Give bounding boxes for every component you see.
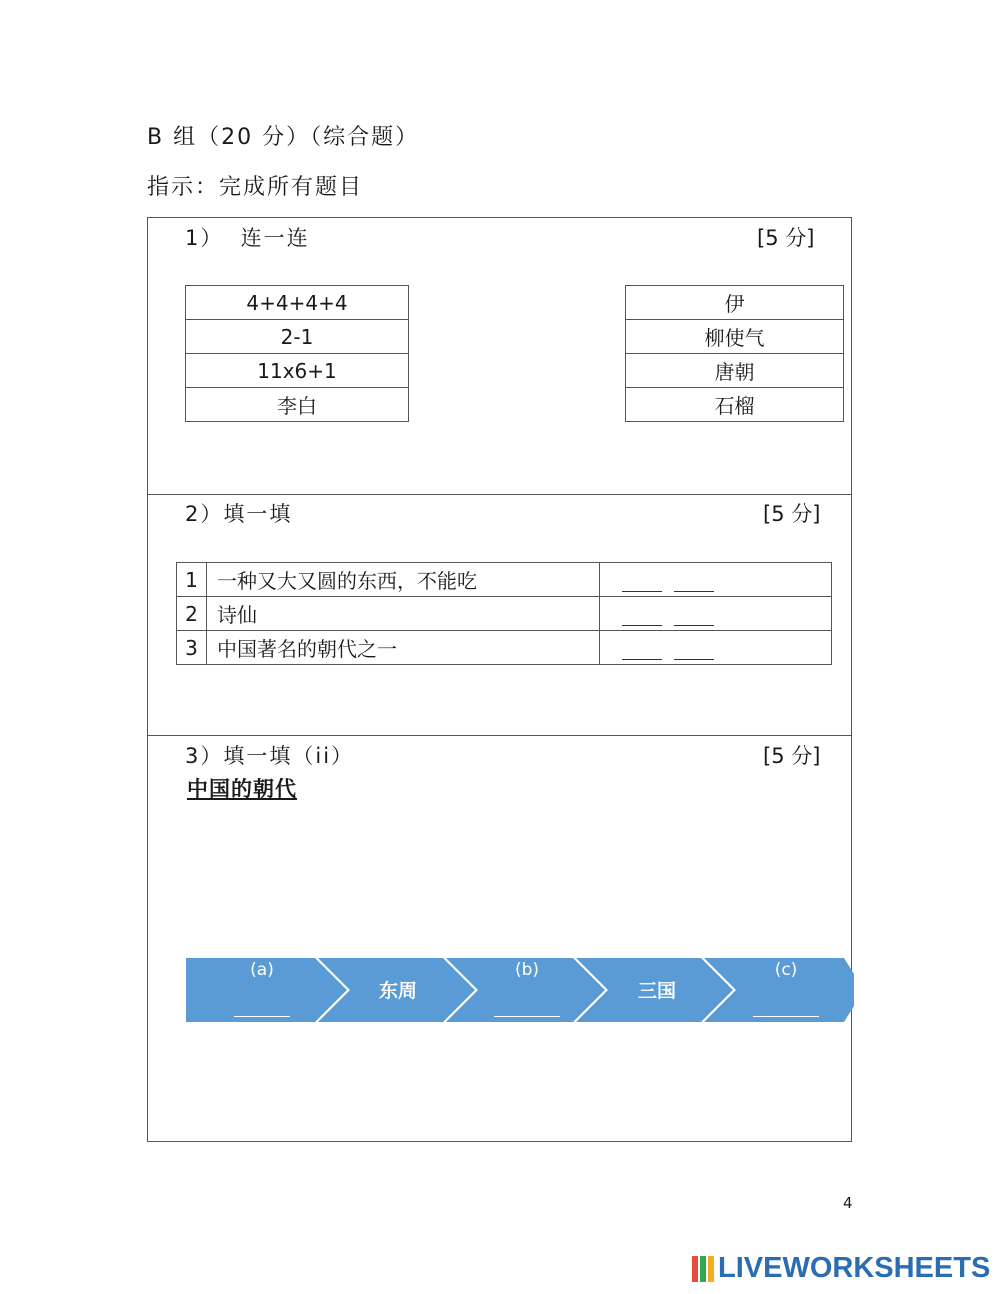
answer-blank[interactable]: [674, 571, 714, 592]
q2-score: [5 分]: [763, 502, 821, 526]
answer-blank[interactable]: [622, 605, 662, 626]
q1-left-table: [185, 285, 409, 422]
section-divider-1: [148, 494, 851, 495]
q2-row-number: 2: [177, 597, 207, 631]
answer-blank[interactable]: [674, 639, 714, 660]
chevron-label-eastzhou: 东周: [378, 980, 417, 1002]
q1-left-item[interactable]: 4+4+4+4: [186, 286, 409, 320]
chevron-blank-a[interactable]: [234, 1016, 290, 1017]
q2-title: 2）填一填: [185, 502, 293, 526]
q1-title: 1） 连一连: [185, 226, 310, 250]
chevron-label-b: (b): [514, 960, 540, 980]
q2-row-text: 诗仙: [207, 597, 600, 631]
q3-score: [5 分]: [763, 744, 821, 768]
q1-right-item[interactable]: 唐朝: [626, 354, 844, 388]
page-number: 4: [843, 1194, 853, 1212]
chevron-label-a: (a): [250, 960, 274, 980]
q2-answer-cell[interactable]: [600, 563, 832, 597]
table-row: [177, 563, 832, 597]
q1-right-item[interactable]: 伊: [626, 286, 844, 320]
answer-blank[interactable]: [674, 605, 714, 626]
q1-left-item[interactable]: 李白: [186, 388, 409, 422]
group-title: B 组（20 分）（综合题）: [147, 125, 420, 150]
q1-left-item[interactable]: 2-1: [186, 320, 409, 354]
q1-right-table: [625, 285, 844, 422]
liveworksheets-logo-text: LIVEWORKSHEETS: [718, 1252, 991, 1284]
table-row: [177, 597, 832, 631]
table-row: [177, 631, 832, 665]
answer-blank[interactable]: [622, 639, 662, 660]
q1-right-item[interactable]: 石榴: [626, 388, 844, 422]
q1-right-item[interactable]: 柳使气: [626, 320, 844, 354]
section-divider-2: [148, 735, 851, 736]
q2-row-number: 3: [177, 631, 207, 665]
q3-title: 3）填一填（ii）: [185, 744, 355, 768]
instruction-text: 指示：完成所有题目: [147, 175, 364, 200]
chevron-blank-c[interactable]: [753, 1016, 819, 1017]
q3-subtitle: 中国的朝代: [187, 777, 297, 801]
chevron-label-c: (c): [774, 960, 798, 980]
q2-answer-cell[interactable]: [600, 631, 832, 665]
chevron-blank-b[interactable]: [494, 1016, 560, 1017]
q1-left-item[interactable]: 11x6+1: [186, 354, 409, 388]
q2-row-text: 中国著名的朝代之一: [207, 631, 600, 665]
q1-score: [5 分]: [757, 226, 815, 250]
q2-answer-cell[interactable]: [600, 597, 832, 631]
answer-blank[interactable]: [622, 571, 662, 592]
liveworksheets-logo-icon: [692, 1256, 714, 1282]
q2-row-text: 一种又大又圆的东西，不能吃: [207, 563, 600, 597]
q2-row-number: 1: [177, 563, 207, 597]
chevron-label-threekingdoms: 三国: [637, 980, 676, 1002]
q2-table: [176, 562, 832, 665]
